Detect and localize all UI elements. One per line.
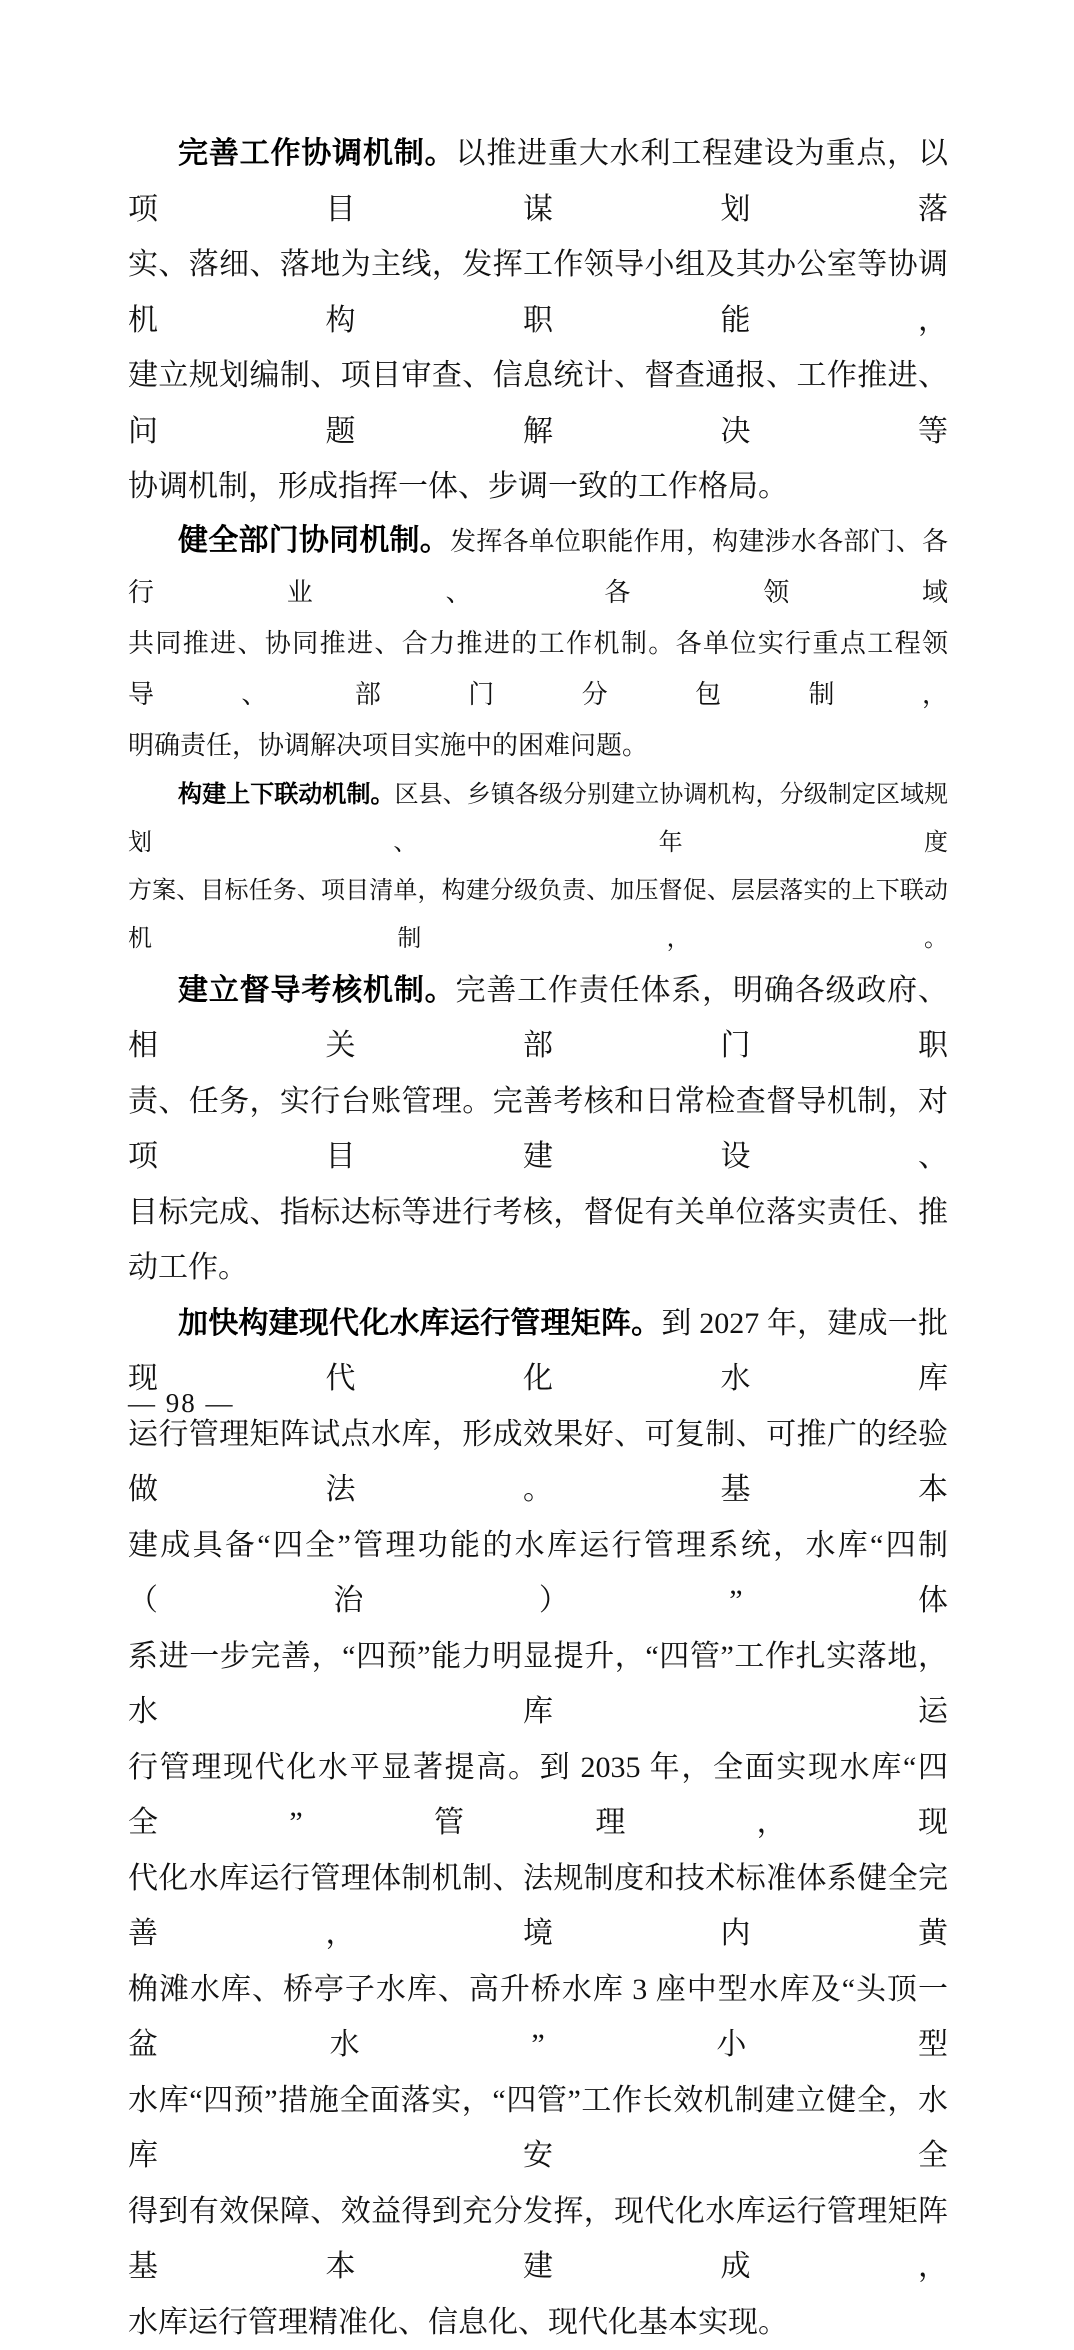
paragraph-heading: 建立督导考核机制。 (178, 974, 456, 1007)
paragraph-line: 建立规划编制、项目审查、信息统计、督查通报、工作推进、问题解决等 (128, 348, 948, 459)
paragraph-supervision-assessment (128, 963, 948, 1296)
paragraph-line: 建成具备“四全”管理功能的水库运行管理系统，水库“四制（治）”体 (128, 1518, 948, 1629)
paragraph-heading: 完善工作协调机制。 (178, 137, 456, 170)
paragraph-line-text: 到 2027 年，建成一批现代化水库 (128, 1307, 948, 1396)
paragraph-line: 明确责任，协调解决项目实施中的困难问题。 (128, 720, 948, 771)
paragraph-line: 实、落细、落地为主线，发挥工作领导小组及其办公室等协调机构职能， (128, 237, 948, 348)
paragraph-line (128, 1296, 948, 1407)
page-content (128, 126, 948, 2350)
paragraph-heading: 构建上下联动机制。 (178, 781, 395, 808)
paragraph-line: 协调机制，形成指挥一体、步调一致的工作格局。 (128, 459, 948, 515)
paragraph-line: 桷滩水库、桥亭子水库、高升桥水库 3 座中型水库及“头顶一盆水”小型 (128, 1962, 948, 2073)
paragraph-line: 方案、目标任务、项目清单，构建分级负责、加压督促、层层落实的上下联动机制，。 (128, 867, 948, 963)
paragraph-line: 目标完成、指标达标等进行考核，督促有关单位落实责任、推动工作。 (128, 1185, 948, 1296)
paragraph-line: 水库“四预”措施全面落实，“四管”工作长效机制建立健全，水库安全 (128, 2073, 948, 2184)
paragraph-line (128, 126, 948, 237)
paragraph-line (128, 771, 948, 867)
paragraph-line: 责、任务，实行台账管理。完善考核和日常检查督导机制，对项目建设、 (128, 1074, 948, 1185)
paragraph-line: 运行管理矩阵试点水库，形成效果好、可复制、可推广的经验做法。基本 (128, 1407, 948, 1518)
paragraph-line: 行管理现代化水平显著提高。到 2035 年，全面实现水库“四全”管理，现 (128, 1740, 948, 1851)
paragraph-line: 共同推进、协同推进、合力推进的工作机制。各单位实行重点工程领导、部门分包制， (128, 618, 948, 720)
paragraph-department-synergy (128, 515, 948, 771)
paragraph-line: 代化水库运行管理体制机制、法规制度和技术标准体系健全完善，境内黄 (128, 1851, 948, 1962)
paragraph-heading: 健全部门协同机制。 (178, 524, 450, 557)
paragraph-line: 得到有效保障、效益得到充分发挥，现代化水库运行管理矩阵基本建成， (128, 2184, 948, 2295)
paragraph-line: 系进一步完善，“四预”能力明显提升，“四管”工作扎实落地，水库运 (128, 1629, 948, 1740)
paragraph-line-text: 区县、乡镇各级分别建立协调机构，分级制定区域规划、年度 (128, 782, 948, 856)
paragraph-line-text: 以推进重大水利工程建设为重点，以项目谋划落 (128, 137, 948, 226)
paragraph-heading: 加快构建现代化水库运行管理矩阵。 (178, 1307, 661, 1340)
paragraph-line-text: 完善工作责任体系，明确各级政府、相关部门职 (128, 974, 948, 1063)
paragraph-line (128, 515, 948, 618)
paragraph-reservoir-management-matrix (128, 1296, 948, 2350)
page-number: — 98 — (128, 1388, 235, 1419)
paragraph-work-coordination (128, 126, 948, 515)
paragraph-line (128, 963, 948, 1074)
paragraph-line-text: 发挥各单位职能作用，构建涉水各部门、各行业、各领域 (128, 527, 948, 607)
paragraph-line: 水库运行管理精准化、信息化、现代化基本实现。 (128, 2295, 948, 2350)
paragraph-vertical-linkage (128, 771, 948, 963)
